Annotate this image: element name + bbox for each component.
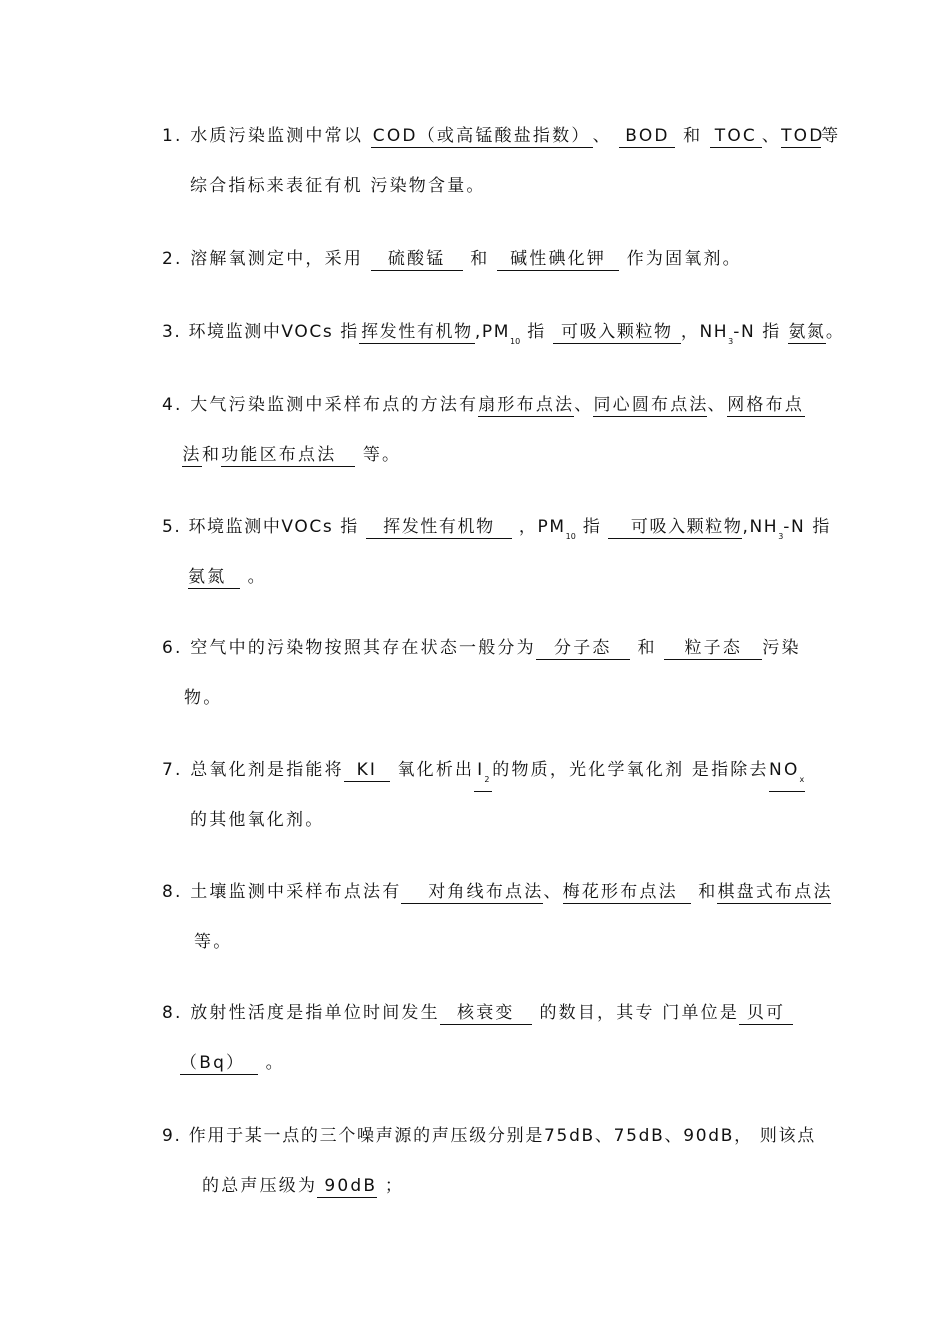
q9-blank-1: 90dB (317, 1175, 377, 1198)
q4-number: 4. (162, 395, 183, 415)
q8b-blank-1: 核衰变 (440, 1002, 532, 1025)
q1-line1 (162, 124, 840, 148)
q5-text-3: 指 (582, 517, 602, 537)
q6-number: 6. (162, 638, 183, 658)
q5-line1 (162, 515, 831, 549)
q6-blank-2: 粒子态 (664, 637, 762, 660)
q7-number: 7. (162, 760, 183, 780)
q4-line2 (182, 443, 401, 467)
q2-blank-2: 碱性碘化钾 (497, 248, 619, 271)
q7-blank-3 (769, 759, 805, 792)
q8b-number: 8. (162, 1003, 183, 1023)
q6-text-2: 和 (637, 638, 657, 658)
q4-text-4: 和 (202, 445, 222, 465)
q7-line2: 的其他氧化剂。 (190, 810, 325, 830)
q8a-number: 8. (162, 882, 183, 902)
q8b-blank-2: 贝可 (739, 1002, 793, 1025)
q8a-blank-1: 对角线布点法 (401, 881, 543, 904)
q7-blank-3-text: NO (769, 760, 800, 780)
q9-line1 (162, 1124, 816, 1148)
q3-text-4: ，NH (680, 322, 729, 342)
q3-text-2: ,PM (474, 322, 511, 342)
q4-text-2: 、 (574, 395, 594, 415)
q8b-blank-3: （Bq） (180, 1052, 258, 1075)
q4-blank-3: 网格布点 (727, 395, 805, 415)
q1-blank-1: COD（或高锰酸盐指数） (371, 125, 593, 148)
q3-number: 3. (162, 322, 182, 342)
q5-text-6: 。 (247, 567, 267, 587)
q9-text-1: 作用于某一点的三个噪声源的声压级分别是75dB、75dB、90dB， 则该点 (188, 1126, 816, 1146)
q2-blank-1: 硫酸锰 (371, 248, 463, 271)
q5-text-2: ，PM (518, 517, 566, 537)
q5-sub-2: 3 (778, 532, 784, 541)
q6-text-1: 空气中的污染物按照其存在状态一般分为 (190, 638, 536, 658)
q3-text-3: 指 (527, 322, 546, 342)
q8a-line2: 等。 (194, 932, 233, 952)
q4-blank-4: 法 (182, 445, 202, 465)
q4-line1 (162, 393, 805, 417)
q3-sub-1: 10 (510, 337, 521, 346)
q7-text-3: 的物质，光化学氧化剂 是指除去 (492, 760, 769, 780)
q3-blank-3: 氨氮 (788, 322, 826, 342)
q7-text-2: 氧化析出 (397, 760, 475, 780)
q1-blank-2: BOD (619, 125, 675, 148)
q7-blank-2-text: I (477, 760, 485, 780)
q4-text-5: 等。 (362, 445, 402, 465)
q4-blank-2: 同心圆布点法 (593, 395, 709, 415)
q3-line (162, 320, 845, 354)
q2-line (162, 247, 742, 271)
q4-text-3: 、 (707, 395, 727, 415)
q8b-text-2: 的数目，其专 门单位是 (539, 1003, 740, 1023)
q8a-text-3: 和 (698, 882, 718, 902)
q8b-line2 (180, 1051, 285, 1075)
q4-text-1: 大气污染监测中采样布点的方法有 (190, 395, 479, 415)
q8b-text-3: 。 (265, 1053, 285, 1073)
q5-blank-3: 氨氮 (188, 566, 240, 589)
q7-blank-1: KI (344, 759, 390, 782)
q1-blank-4: TOD (781, 126, 825, 146)
q5-sub-1: 10 (565, 532, 576, 541)
q1-text-1: 水质污染监测中常以 (190, 126, 364, 146)
q8b-text-1: 放射性活度是指单位时间发生 (190, 1003, 440, 1023)
q3-text-1: 环境监测中VOCs 指 (188, 322, 359, 342)
q1-line2: 综合指标来表征有机 污染物含量。 (190, 176, 486, 196)
q5-blank-2: 可吸入颗粒物 (608, 516, 742, 539)
q6-text-3: 污染 (762, 638, 801, 658)
q3-sub-2: 3 (728, 337, 734, 346)
q4-blank-5: 功能区布点法 (221, 444, 355, 467)
q1-text-3: 和 (683, 126, 703, 146)
q5-text-1: 环境监测中VOCs 指 (188, 517, 359, 537)
q3-text-5: -N 指 (733, 322, 781, 342)
q5-number: 5. (162, 517, 182, 537)
q8a-blank-3: 棋盘式布点法 (717, 882, 833, 902)
q7-blank-2 (474, 759, 492, 792)
q6-line1 (162, 636, 801, 660)
q5-text-4: ,NH (742, 517, 779, 537)
q1-number: 1. (162, 126, 183, 146)
q5-text-5: -N 指 (783, 517, 831, 537)
q3-blank-2: 可吸入颗粒物 (553, 321, 681, 344)
q7-line1 (162, 758, 805, 792)
q9-line2 (202, 1174, 404, 1198)
q1-blank-3: TOC (710, 125, 762, 148)
q3-blank-1: 挥发性有机物 (359, 321, 475, 344)
q6-blank-1: 分子态 (536, 637, 630, 660)
q8a-line1 (162, 880, 831, 904)
q1-text-2: 、 (592, 126, 612, 146)
q1-text-4: 、 (761, 126, 782, 146)
q7-sub-1: 2 (484, 775, 490, 784)
q7-sub-2: x (799, 775, 805, 784)
q2-text-2: 和 (470, 249, 490, 269)
q8a-text-1: 土壤监测中采样布点法有 (190, 882, 402, 902)
q3-text-6: 。 (825, 322, 845, 342)
q2-text-1: 溶解氧测定中，采用 (190, 249, 364, 269)
q5-blank-1: 挥发性有机物 (366, 516, 512, 539)
q2-text-3: 作为固氧剂。 (626, 249, 742, 269)
q8b-line1 (162, 1001, 793, 1025)
q9-number: 9. (162, 1126, 182, 1146)
q9-text-2: 的总声压级为 (202, 1176, 318, 1196)
q6-line2: 物。 (184, 688, 223, 708)
q7-text-1: 总氧化剂是指能将 (190, 760, 344, 780)
q8a-blank-2: 梅花形布点法 (563, 881, 691, 904)
q8a-text-2: 、 (543, 882, 563, 902)
q5-line2 (188, 565, 267, 589)
q4-blank-1: 扇形布点法 (478, 395, 575, 415)
q2-number: 2. (162, 249, 183, 269)
q1-text-5: 等 (821, 126, 841, 146)
q9-text-3: ； (384, 1176, 405, 1196)
